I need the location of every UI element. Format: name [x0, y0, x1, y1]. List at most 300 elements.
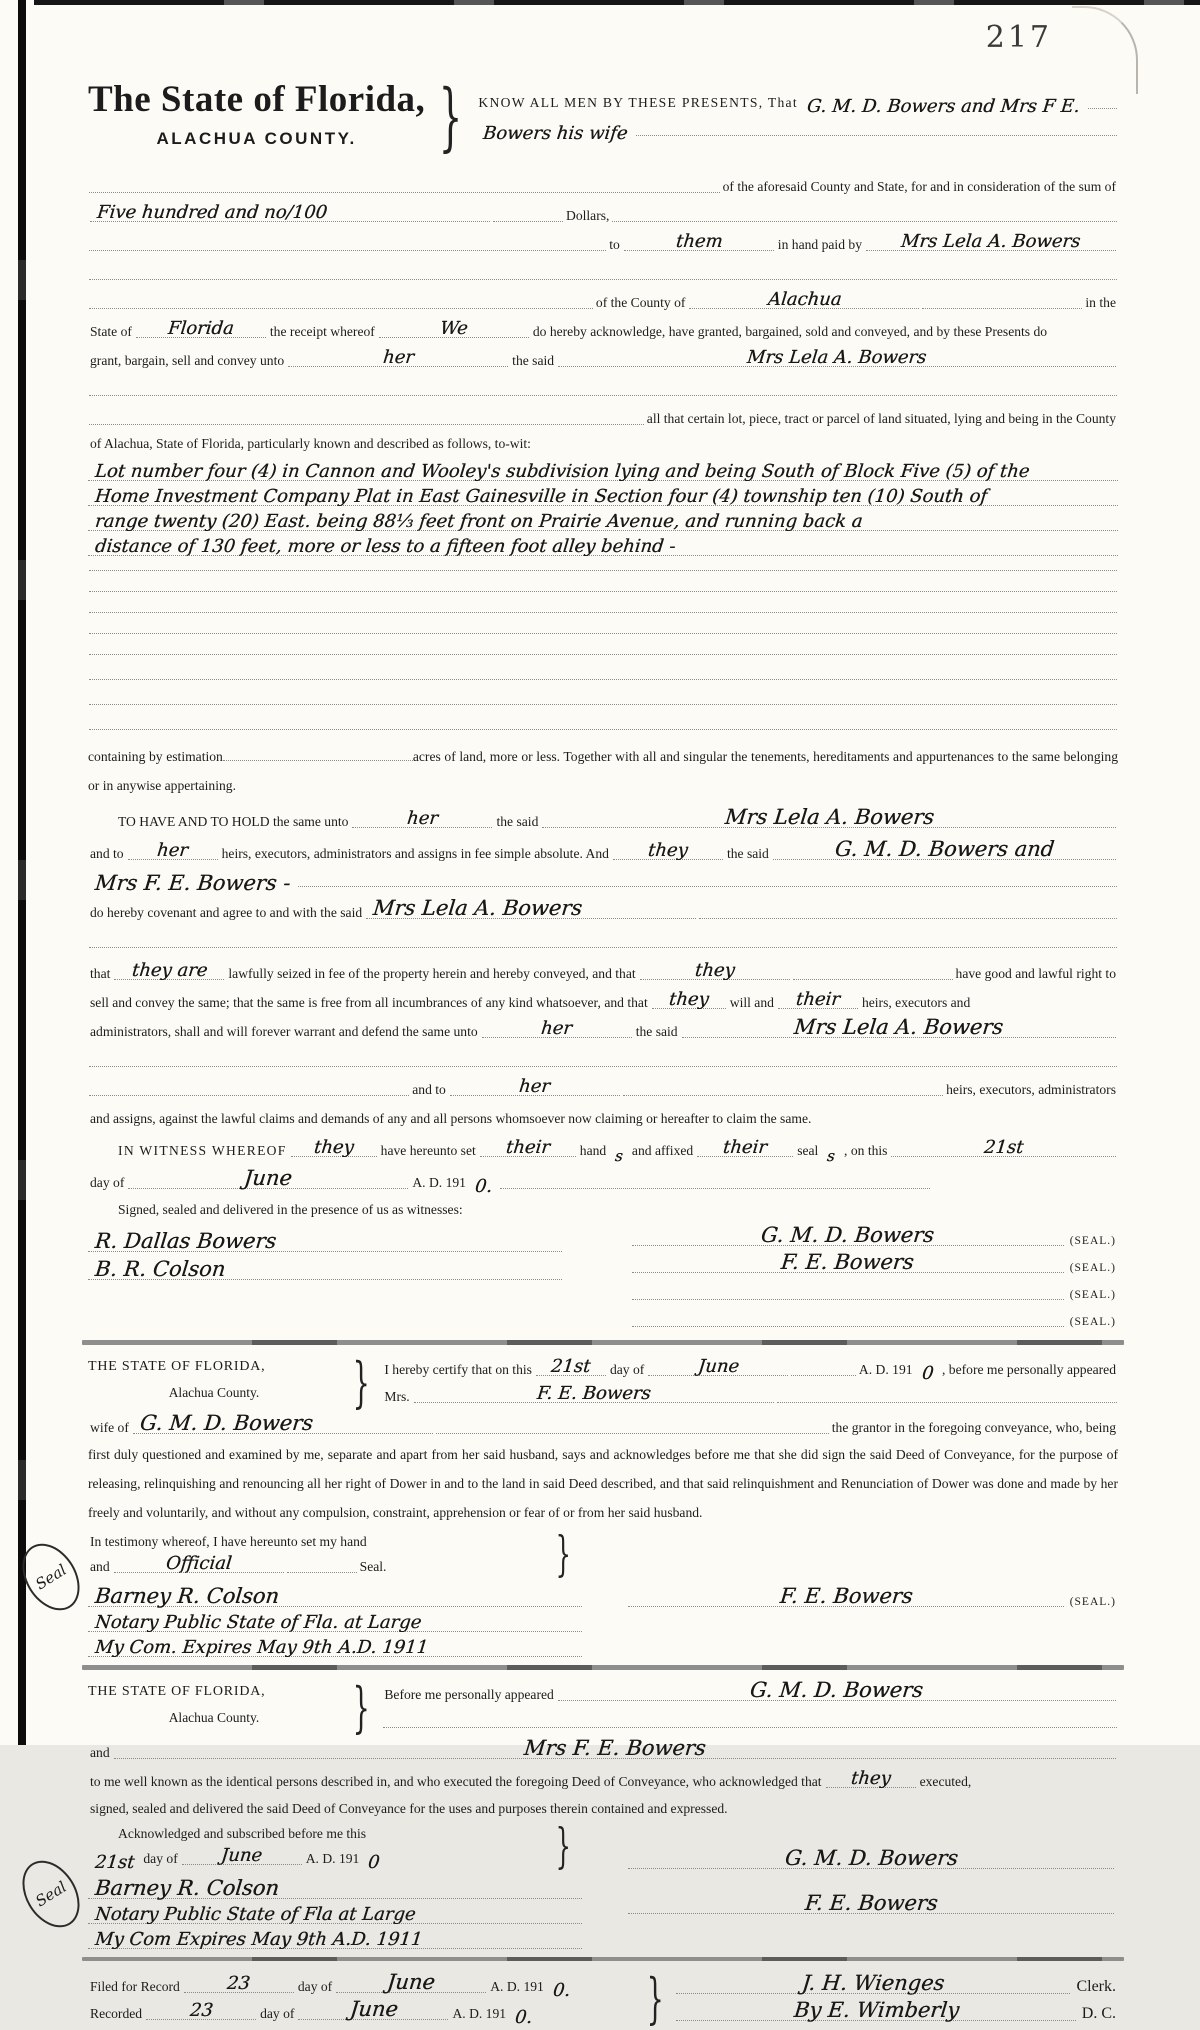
filed-year-handwriting: 0. — [551, 1980, 572, 2001]
county-handwriting: Alachua — [766, 289, 843, 310]
witness2-signature: B. R. Colson — [93, 1257, 227, 1281]
known-text: to me well known as the identical persons described in, and who executed the foregoing Deed of Conveyance, who acknowledged that — [90, 1774, 822, 1790]
dotted-line — [636, 135, 1117, 136]
grant-unto-line — [88, 344, 1118, 373]
dotted-line — [500, 1188, 930, 1189]
day-of-label: day of — [90, 1175, 125, 1191]
state-of-label: State of — [90, 324, 132, 340]
header-left — [88, 78, 425, 149]
day-handwriting: 21st — [982, 1137, 1025, 1158]
description-handwriting-2: Home Investment Company Plat in East Gainesville in Section four (4) township ten (10) South of — [93, 486, 989, 507]
recorded-month-blank — [298, 1999, 448, 2020]
dollars-label: Dollars, — [566, 208, 610, 224]
testimony-rows — [88, 1529, 544, 1579]
their-blank — [480, 1139, 576, 1157]
dc-label: D. C. — [1081, 2005, 1116, 2022]
county-of-label: of the County of — [595, 295, 686, 311]
state-title: The State of Florida, — [88, 79, 426, 120]
notary-right-column — [582, 1529, 1118, 1657]
scan-edge-top — [34, 0, 1200, 5]
blank-line — [88, 661, 1118, 686]
to-handwriting: them — [674, 231, 724, 252]
notary-state-label: THE STATE OF FLORIDA, — [88, 1359, 266, 1374]
ad-label: A. D. 191 — [305, 1851, 360, 1867]
notary-expires-handwriting: My Com. Expires May 9th A.D. 1911 — [93, 1637, 430, 1658]
dotted-line — [89, 1095, 409, 1096]
filed-month-blank — [336, 1972, 486, 1993]
uses-text: signed, sealed and delivered the said Deed of Conveyance for the uses and purposes therein contained and expressed. — [90, 1801, 728, 1817]
notary-name-signature: Barney R. Colson — [93, 1584, 281, 1608]
acknowledged-rows — [88, 1821, 544, 1871]
dotted-line — [793, 979, 953, 980]
description-handwriting-3: range twenty (20) East. being 88⅓ feet front on Prairie Avenue, and running back a — [93, 511, 864, 532]
defend-line — [88, 1015, 1118, 1044]
grantors-handwriting: G. M. D. Bowers and Mrs F E. — [805, 96, 1081, 117]
grantors-blank — [773, 839, 1116, 860]
witness-signatures — [88, 1224, 562, 1332]
signature-block — [88, 1224, 1118, 1332]
dotted-line — [89, 279, 1117, 280]
heirs-admin-text: heirs, executors, administrators — [946, 1082, 1116, 1098]
blank-line — [88, 711, 1118, 736]
dotted-line — [89, 679, 1117, 680]
the-said-label: the said — [635, 1024, 678, 1040]
they-handwriting: they — [667, 989, 710, 1010]
dower-signature-line — [628, 1585, 1118, 1612]
month-blank — [182, 1847, 302, 1865]
name2-handwriting: Mrs F. E. Bowers — [522, 1736, 707, 1760]
presence-text: Signed, sealed and delivered in the presence of us as witnesses: — [118, 1202, 463, 1218]
filed-day-handwriting: 23 — [226, 1973, 252, 1994]
witness-signature-line — [88, 1252, 562, 1280]
signer1-signature: G. M. D. Bowers — [783, 1846, 959, 1870]
notary-name-line — [88, 1871, 582, 1899]
covenant-line — [88, 893, 1118, 925]
notary-seal-stamp — [11, 1850, 92, 1938]
uses-line — [88, 1794, 1118, 1821]
wife-handwriting: F. E. Bowers — [535, 1383, 652, 1404]
notary-heading — [88, 1676, 1118, 1739]
seal-stamp-text: Seal — [32, 1877, 70, 1911]
free-text: sell and convey the same; that the same is free from all incumbrances of any kind whatsoever, and that — [90, 995, 648, 1011]
recorded-label: Recorded — [90, 2006, 143, 2022]
described-text: of Alachua, State of Florida, particularly known and described as follows, to-wit: — [90, 436, 531, 452]
dotted-line — [612, 221, 1117, 222]
day-blank — [536, 1358, 606, 1376]
notary-county-label: Alachua County. — [168, 1385, 260, 1400]
signature-rule — [628, 1586, 1063, 1607]
mrs-label: Mrs. — [384, 1389, 410, 1405]
notary-signature-area — [88, 1526, 1118, 1658]
dower-signer-signature: F. E. Bowers — [778, 1584, 914, 1608]
signature-rule — [676, 1973, 1070, 1994]
dotted-line — [89, 570, 1117, 571]
paid-by-label: in hand paid by — [777, 237, 862, 253]
dotted-line — [89, 947, 1117, 948]
amount-handwriting: Five hundred and no/100 — [95, 202, 329, 223]
described-line — [88, 431, 1118, 456]
receipt-label: the receipt whereof — [269, 324, 375, 340]
dotted-line — [922, 308, 1082, 309]
grantee-blank — [558, 349, 1116, 367]
ad-label: A. D. 191 — [490, 1979, 544, 1995]
description-line-3 — [88, 506, 1118, 531]
dower-paragraph: first duly questioned and examined by me, separate and apart from her said husband, says and acknowledges before me that she did sign the said Deed of Conveyance, for the purpose of releasing, relinquishing and renouncing all her right of Dower in and to the land in said Deed described, and that said relinquishment and Renunciation of Dower was done and made by her freely and voluntarily, and without any compulsion, constraint, apprehension or fear of or from her said husband. — [88, 1447, 1118, 1520]
her-handwriting: her — [405, 808, 440, 829]
good-right-text: have good and lawful right to — [955, 966, 1116, 982]
day-handwriting: 21st — [93, 1852, 136, 1873]
in-the-label: in the — [1085, 295, 1116, 311]
her-handwriting: her — [540, 1018, 574, 1039]
on-this-label: , on this — [844, 1143, 888, 1159]
grantor2-signature: F. E. Bowers — [780, 1250, 916, 1274]
and-to-label: and to — [412, 1082, 446, 1098]
official-handwriting: Official — [164, 1553, 233, 1574]
day-blank — [891, 1139, 1116, 1157]
husband-handwriting: G. M. D. Bowers — [138, 1411, 315, 1435]
claims-text: and assigns, against the lawful claims and demands of any and all persons whomsoever now claiming or hereafter to claim the same. — [90, 1111, 812, 1127]
and-name2-line — [88, 1736, 1118, 1765]
recorded-day-blank — [146, 2002, 256, 2020]
and-label: and — [90, 1559, 110, 1575]
notary-dower-block — [32, 1351, 1118, 1658]
grantee-blank — [682, 1017, 1116, 1038]
wife-of-label: wife of — [90, 1420, 129, 1436]
notary-county-label: Alachua County. — [168, 1710, 260, 1725]
to-blank — [624, 233, 774, 251]
paid-by-line — [88, 228, 1118, 257]
ad-label: A. D. 191 — [858, 1362, 913, 1378]
signature-rule — [632, 1252, 1064, 1273]
clerk-label: Clerk. — [1076, 1978, 1116, 1995]
to-label: to — [609, 237, 620, 253]
grantee-handwriting: Mrs Lela A. Bowers — [371, 896, 584, 920]
notary-heading — [88, 1351, 1118, 1414]
notary-venue — [88, 1355, 340, 1401]
clerk-signature-line — [676, 1972, 1118, 1999]
blank-line — [88, 556, 1118, 577]
county-blank — [689, 291, 919, 309]
deed-header — [88, 74, 1118, 166]
section-divider — [82, 1665, 1124, 1670]
testimony-text: In testimony whereof, I have hereunto set my hand — [90, 1534, 367, 1550]
notary-name-line — [88, 1579, 582, 1607]
and-to-label: and to — [90, 846, 124, 862]
acknowledged-brace-group — [88, 1818, 582, 1874]
wife-blank — [414, 1385, 774, 1403]
grantor-signatures — [562, 1224, 1118, 1332]
county-of-line — [88, 286, 1118, 315]
seal-paren-label: (SEAL.) — [1069, 1316, 1116, 1328]
filed-month-handwriting: June — [386, 1970, 437, 1994]
receipt-blank — [379, 320, 529, 338]
section-divider — [82, 1957, 1124, 1961]
their-handwriting: their — [722, 1137, 769, 1158]
scan-edge-left — [18, 0, 26, 1745]
free-line — [88, 986, 1118, 1015]
and-to-her-line — [88, 1073, 1118, 1102]
recorded-month-handwriting: June — [348, 1997, 399, 2021]
deputy-signature-line — [676, 1999, 1118, 2026]
empty-seal-line — [632, 1305, 1118, 1332]
grantors-handwriting-cont: Bowers his wife — [482, 123, 630, 144]
day-handwriting: 21st — [550, 1356, 592, 1377]
signature-rule — [628, 1848, 1114, 1869]
month-handwriting: June — [220, 1845, 264, 1866]
notary-acknowledgment-block — [32, 1676, 1118, 1950]
grantee-blank — [542, 807, 1116, 828]
dotted-line — [1088, 108, 1117, 109]
they-handwriting: they — [693, 960, 736, 981]
venue-brace: } — [352, 1351, 370, 1414]
filing-footer — [88, 1967, 1118, 2030]
they-blank — [613, 842, 723, 860]
notary-right-column — [582, 1821, 1118, 1949]
the-said-label: the said — [726, 846, 769, 862]
blank-line — [88, 925, 1118, 954]
certify-label: I hereby certify that on this — [384, 1362, 532, 1378]
in-witness-line — [88, 1131, 1118, 1163]
her-blank — [482, 1020, 632, 1038]
known-line — [88, 1765, 1118, 1794]
recorded-year-handwriting: 0. — [514, 2007, 534, 2028]
notary-signature-area — [88, 1818, 1118, 1950]
their2-blank — [697, 1139, 793, 1157]
dotted-line — [89, 192, 720, 193]
notary-name-signature: Barney R. Colson — [93, 1876, 281, 1900]
hand-s-handwriting: s — [614, 1147, 624, 1165]
description-line-4 — [88, 531, 1118, 556]
notary-left-column — [88, 1818, 582, 1950]
before-label: Before me personally appeared — [384, 1687, 554, 1703]
name2-blank — [114, 1738, 1116, 1759]
ad-label: A. D. 191 — [452, 2006, 507, 2022]
seal-s-handwriting: s — [826, 1147, 837, 1165]
dotted-line — [699, 918, 1117, 919]
deed-content — [32, 74, 1119, 2030]
seized-text: lawfully seized in fee of the property herein and hereby conveyed, and that — [228, 966, 636, 982]
day-of-label: day of — [609, 1362, 645, 1378]
affixed-label: and affixed — [631, 1143, 694, 1159]
they-blank — [291, 1139, 377, 1157]
executed-label: executed, — [919, 1774, 972, 1790]
seal-paren-label: (SEAL.) — [1069, 1289, 1116, 1301]
blank-line — [88, 640, 1118, 661]
grantor-signature-line — [628, 1892, 1118, 1919]
and-to-line — [88, 834, 1118, 866]
grantor-tail-text: the grantor in the foregoing conveyance, who, being — [831, 1420, 1116, 1436]
grantor1-signature: G. M. D. Bowers — [760, 1223, 936, 1247]
blank-line — [88, 1044, 1118, 1073]
dotted-line — [89, 308, 593, 309]
husband-blank — [133, 1413, 433, 1434]
acknowledged-brace: } — [555, 1818, 571, 1874]
description-line-1 — [88, 456, 1118, 481]
the-said-label: the said — [496, 814, 539, 830]
her-blank — [128, 842, 218, 860]
they-are-blank — [114, 962, 224, 980]
filed-day-blank — [184, 1975, 294, 1993]
state-of-line — [88, 315, 1118, 344]
they-handwriting: they — [312, 1137, 355, 1158]
presence-line — [88, 1195, 1118, 1222]
know-all-label: KNOW ALL MEN BY THESE PRESENTS, That — [478, 95, 798, 111]
blank-line — [88, 257, 1118, 286]
acknowledge-text: do hereby acknowledge, have granted, bargained, sold and conveyed, and by these Presents do — [532, 324, 1048, 340]
grantee-handwriting: Mrs Lela A. Bowers — [746, 347, 928, 368]
deputy-signature: By E. Wimberly — [792, 1998, 960, 2022]
filing-left — [88, 1972, 634, 2026]
to-have-label: TO HAVE AND TO HOLD the same unto — [118, 814, 349, 830]
county-title: ALACHUA COUNTY. — [156, 129, 357, 148]
they2-blank — [652, 991, 726, 1009]
they-handwriting: they — [647, 840, 689, 861]
notary-title-line — [88, 1899, 582, 1924]
blank-line — [88, 373, 1118, 402]
grantors-cont-line — [88, 866, 1118, 893]
month-handwriting: June — [696, 1356, 740, 1377]
dotted-line — [89, 654, 1117, 655]
grantors-handwriting: G. M. D. Bowers and — [833, 837, 1056, 861]
before-label: , before me personally appeared — [942, 1362, 1116, 1378]
testimony-brace-group — [88, 1526, 582, 1582]
notary-expires-line — [88, 1924, 582, 1949]
clerk-signature: J. H. Wienges — [800, 1971, 946, 1995]
covenant-label: do hereby covenant and agree to and with the said — [90, 905, 363, 921]
description-line-2 — [88, 481, 1118, 506]
unto-blank — [352, 810, 492, 828]
dotted-line — [777, 1402, 1117, 1403]
grantor-signature-line — [632, 1224, 1118, 1251]
the-said-label: the said — [512, 353, 555, 369]
that-label: that — [90, 966, 111, 982]
year-handwriting: 0 — [920, 1363, 935, 1384]
seal-label: Seal. — [359, 1559, 387, 1575]
will-and-label: will and — [729, 995, 774, 1011]
page-number: 217 — [985, 20, 1052, 55]
venue-brace: } — [352, 1676, 370, 1739]
ad-label: A. D. 191 — [412, 1175, 466, 1191]
dotted-line — [89, 250, 606, 251]
description-handwriting-4: distance of 130 feet, more or less to a fifteen foot alley behind - — [93, 536, 677, 557]
state-handwriting: Florida — [166, 318, 235, 339]
heirs-text: heirs, executors, administrators and assigns in fee simple absolute. And — [221, 846, 609, 862]
dotted-line — [623, 1095, 943, 1096]
day-of-label: day of — [143, 1851, 178, 1867]
footer-brace: } — [646, 1967, 664, 2030]
witness1-signature: R. Dallas Bowers — [93, 1229, 278, 1253]
amount-line — [88, 199, 1118, 228]
notary-heading-body — [382, 1355, 1118, 1409]
grantee-handwriting: Mrs Lela A. Bowers — [793, 1015, 1005, 1039]
blank-line — [88, 619, 1118, 640]
defend-text: administrators, shall and will forever warrant and defend the same unto — [90, 1024, 478, 1040]
containing-lead: containing by estimation — [88, 749, 223, 764]
description-handwriting-1: Lot number four (4) in Cannon and Wooley's subdivision lying and being South of Block Five (5) of the — [93, 461, 1031, 482]
her2-blank — [450, 1078, 620, 1096]
dotted-line — [89, 395, 1117, 396]
dotted-line — [89, 704, 1117, 705]
their-handwriting: their — [504, 1137, 551, 1158]
official-blank — [114, 1555, 284, 1573]
seal-stamp-text: Seal — [32, 1560, 70, 1594]
empty-seal-line — [632, 1278, 1118, 1305]
filed-label: Filed for Record — [90, 1979, 180, 1995]
aforesaid-line — [88, 170, 1118, 199]
seal-paren-label: (SEAL.) — [1069, 1596, 1116, 1608]
grantor-signature-line — [628, 1847, 1118, 1874]
signature-rule — [632, 1225, 1064, 1246]
witness-signature-line — [88, 1224, 562, 1252]
month-blank — [128, 1168, 408, 1189]
notary-venue — [88, 1680, 340, 1726]
set-label: have hereunto set — [380, 1143, 476, 1159]
dotted-line — [89, 424, 644, 425]
they-handwriting: they — [849, 1768, 892, 1789]
hand-label: hand — [579, 1143, 607, 1159]
notary-title-handwriting: Notary Public State of Fla at Large — [93, 1904, 417, 1925]
year-handwriting: 0. — [473, 1176, 494, 1197]
dotted-line — [89, 1066, 1117, 1067]
heirs-exec-text: heirs, executors and — [861, 995, 971, 1011]
wife-of-line — [88, 1411, 1118, 1440]
day-of-label: day of — [297, 1979, 333, 1995]
they-are-handwriting: they are — [130, 960, 209, 981]
aforesaid-text: of the aforesaid County and State, for and in consideration of the sum of — [722, 179, 1116, 195]
signer2-signature: F. E. Bowers — [803, 1891, 939, 1915]
state-blank — [136, 320, 266, 338]
her-handwriting: her — [156, 840, 190, 861]
signature-rule — [632, 1326, 1064, 1327]
blank-line — [88, 598, 1118, 619]
signature-rule — [632, 1299, 1064, 1300]
notary-left-column — [88, 1526, 582, 1658]
they-blank — [640, 962, 790, 980]
recorded-day-handwriting: 23 — [188, 2000, 214, 2021]
payee-blank — [866, 233, 1116, 251]
dotted-line — [791, 1375, 856, 1376]
notary-expires-line — [88, 1632, 582, 1657]
dotted-line — [89, 591, 1117, 592]
grant-unto-label: grant, bargain, sell and convey unto — [90, 353, 285, 369]
month-blank — [648, 1358, 788, 1376]
to-have-line — [88, 800, 1118, 834]
acknowledged-text: Acknowledged and subscribed before me this — [118, 1826, 367, 1842]
containing-rest: acres of land, more or less. Together with all and singular the tenements, hereditaments and appurtenances to the same belonging or in anywise appertaining. — [88, 749, 1119, 793]
their-handwriting: their — [794, 989, 842, 1010]
grantor-signature-line — [632, 1251, 1118, 1278]
year-handwriting: 0 — [367, 1852, 381, 1873]
dotted-line — [493, 221, 563, 222]
all-that-line — [88, 402, 1118, 431]
notary-title-handwriting: Notary Public State of Fla. at Large — [93, 1612, 423, 1633]
blank-line — [88, 577, 1118, 598]
dotted-line — [383, 1727, 1117, 1728]
dotted-line — [436, 1433, 829, 1434]
header-right — [476, 78, 1118, 142]
all-that-text: all that certain lot, piece, tract or parcel of land situated, lying and being in the County — [646, 411, 1116, 427]
seal-paren-label: (SEAL.) — [1069, 1262, 1116, 1274]
grantee-handwriting: Mrs Lela A. Bowers — [723, 805, 936, 829]
covenant-blank — [366, 898, 696, 919]
notary-title-line — [88, 1607, 582, 1632]
filing-right — [676, 1972, 1118, 2026]
notary-expires-handwriting: My Com Expires May 9th A.D. 1911 — [93, 1929, 424, 1950]
dotted-line — [89, 729, 1117, 730]
dotted-line — [89, 633, 1117, 634]
dotted-line — [298, 886, 1117, 887]
blank-line — [88, 686, 1118, 711]
